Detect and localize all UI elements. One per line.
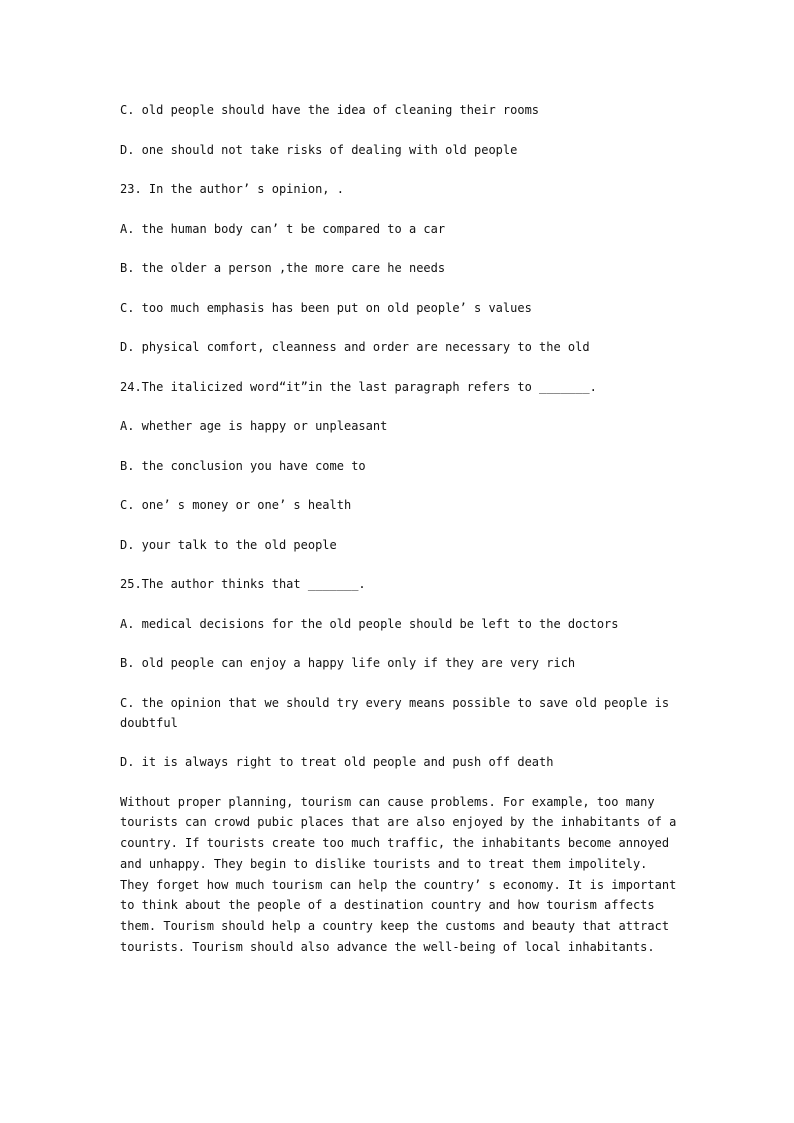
question-25: 25.The author thinks that _______.	[120, 577, 366, 591]
document-content	[120, 100, 680, 958]
tourism-paragraph: Without proper planning, tourism can cause problems. For example, too many tourists can crowd pubic places that are also enjoyed by the inhabitants of a country. If tourists create too much traffic, the inhabitants become annoyed and unhappy. They begin to dislike tourists and to treat them impolitely. They forget how much tourism can help the country’ s economy. It is important to think about the people of a destination country and how tourism affects them. Tourism should help a country keep the customs and beauty that attract tourists. Tourism should also advance the well-being of local inhabitants.	[120, 794, 677, 955]
option-23d: D. physical comfort, cleanness and order are necessary to the old	[120, 340, 590, 354]
option-23b: B. the older a person ,the more care he needs	[120, 261, 446, 275]
option-22d: D. one should not take risks of dealing with old people	[120, 142, 518, 157]
question-23: 23. In the author’ s opinion, .	[120, 182, 344, 196]
option-25b: B. old people can enjoy a happy life only if they are very rich	[120, 656, 576, 670]
option-24a: A. whether age is happy or unpleasant	[120, 419, 388, 433]
question-24: 24.The italicized word“it”in the last paragraph refers to _______.	[120, 379, 597, 394]
option-25a: A. medical decisions for the old people should be left to the doctors	[120, 616, 619, 631]
option-24d: D. your talk to the old people	[120, 537, 337, 552]
option-24b: B. the conclusion you have come to	[120, 458, 366, 473]
option-25c: C. the opinion that we should try every means possible to save old people is doubtful	[120, 695, 677, 730]
option-23a: A. the human body can’ t be compared to a car	[120, 221, 446, 236]
option-25d: D. it is always right to treat old people and push off death	[120, 755, 554, 769]
option-24c: C. one’ s money or one’ s health	[120, 498, 352, 512]
option-22c: C. old people should have the idea of cleaning their rooms	[120, 103, 540, 117]
option-23c: C. too much emphasis has been put on old people’ s values	[120, 300, 532, 315]
